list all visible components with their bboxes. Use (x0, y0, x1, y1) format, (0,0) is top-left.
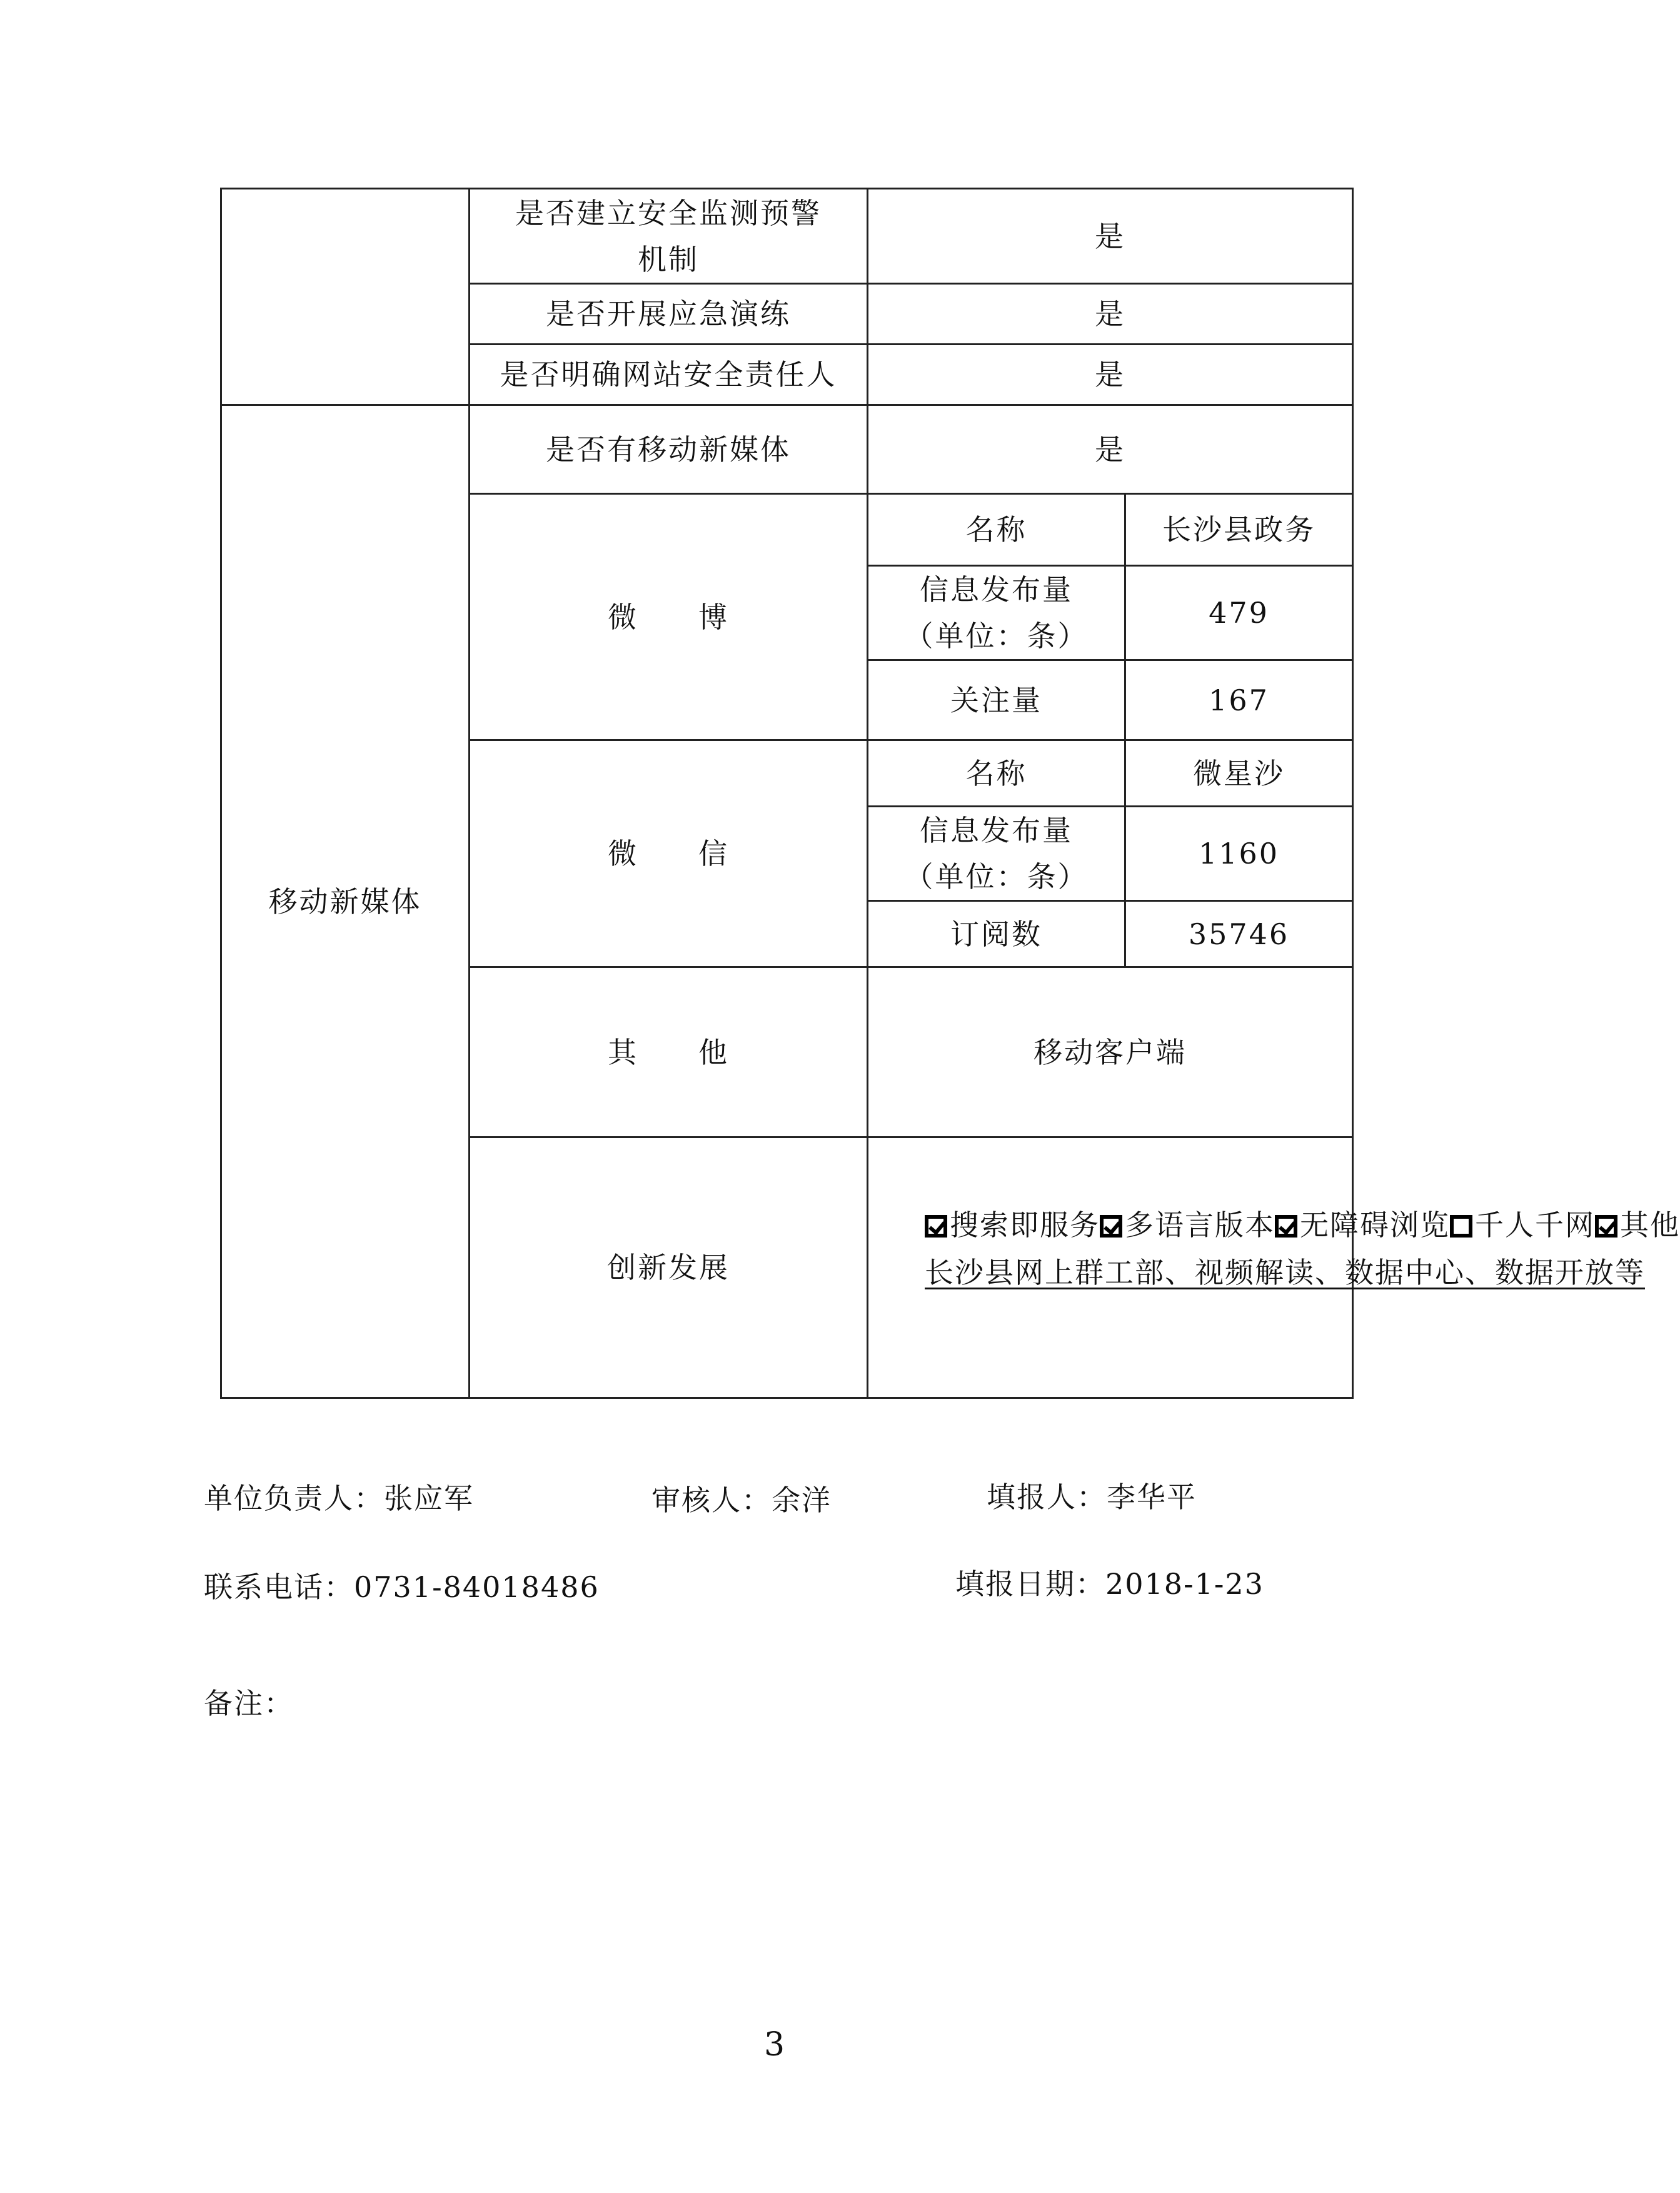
option-accessibility[interactable]: 无障碍浏览 (1275, 1208, 1450, 1242)
mobile-section-label: 移动新媒体 (221, 405, 470, 1398)
option-multilingual[interactable]: 多语言版本 (1100, 1208, 1275, 1242)
weibo-followers-label: 关注量 (868, 660, 1125, 740)
page-number: 3 (764, 2026, 785, 2064)
monitoring-value: 是 (868, 189, 1353, 284)
security-section-cell (221, 189, 470, 405)
reviewer: 审核人：余洋 (651, 1483, 832, 1517)
filler: 填报人：李华平 (987, 1480, 1197, 1514)
remarks-label: 备注： (204, 1686, 294, 1720)
responsible-label: 是否明确网站安全责任人 (470, 345, 868, 405)
has-media-value: 是 (868, 405, 1353, 494)
monitoring-label: 是否建立安全监测预警 机制 (470, 189, 868, 284)
checkbox-checked-icon (1275, 1215, 1297, 1238)
option-search-as-service[interactable]: 搜索即服务 (925, 1208, 1100, 1242)
wechat-name-value: 微星沙 (1125, 740, 1353, 807)
wechat-subscribers-label: 订阅数 (868, 901, 1125, 967)
fill-date: 填报日期：2018-1-23 (955, 1567, 1264, 1601)
checkbox-checked-icon (925, 1215, 947, 1238)
weibo-label: 微 博 (470, 494, 868, 740)
option-personalized[interactable]: 千人千网 (1450, 1208, 1595, 1242)
checkbox-checked-icon (1595, 1215, 1617, 1238)
drill-value: 是 (868, 284, 1353, 345)
wechat-subscribers-value: 35746 (1125, 901, 1353, 967)
weibo-posts-value: 479 (1125, 566, 1353, 660)
checkbox-unchecked-icon (1450, 1215, 1472, 1238)
wechat-posts-value: 1160 (1125, 807, 1353, 901)
innovation-options-cell (868, 1137, 1680, 1398)
has-media-label: 是否有移动新媒体 (470, 405, 868, 494)
weibo-name-label: 名称 (868, 494, 1125, 566)
unit-head: 单位负责人：张应军 (204, 1481, 474, 1515)
wechat-name-label: 名称 (868, 740, 1125, 807)
other-value: 移动客户端 (868, 967, 1353, 1137)
innovation-section-label: 创新发展 (470, 1137, 868, 1398)
option-other[interactable]: 其他 (1595, 1208, 1680, 1242)
report-table (220, 188, 1680, 1399)
weibo-followers-value: 167 (1125, 660, 1353, 740)
other-detail: 长沙县网上群工部、视频解读、数据中心、数据开放等 (925, 1256, 1645, 1289)
innovation-options (925, 1201, 1680, 1249)
weibo-posts-label: 信息发布量 （单位：条） (868, 566, 1125, 660)
wechat-label: 微 信 (470, 740, 868, 967)
contact-phone: 联系电话：0731-84018486 (204, 1570, 600, 1604)
wechat-posts-label: 信息发布量 （单位：条） (868, 807, 1125, 901)
checkbox-checked-icon (1100, 1215, 1122, 1238)
drill-label: 是否开展应急演练 (470, 284, 868, 345)
weibo-name-value: 长沙县政务 (1125, 494, 1353, 566)
other-label: 其 他 (470, 967, 868, 1137)
responsible-value: 是 (868, 345, 1353, 405)
